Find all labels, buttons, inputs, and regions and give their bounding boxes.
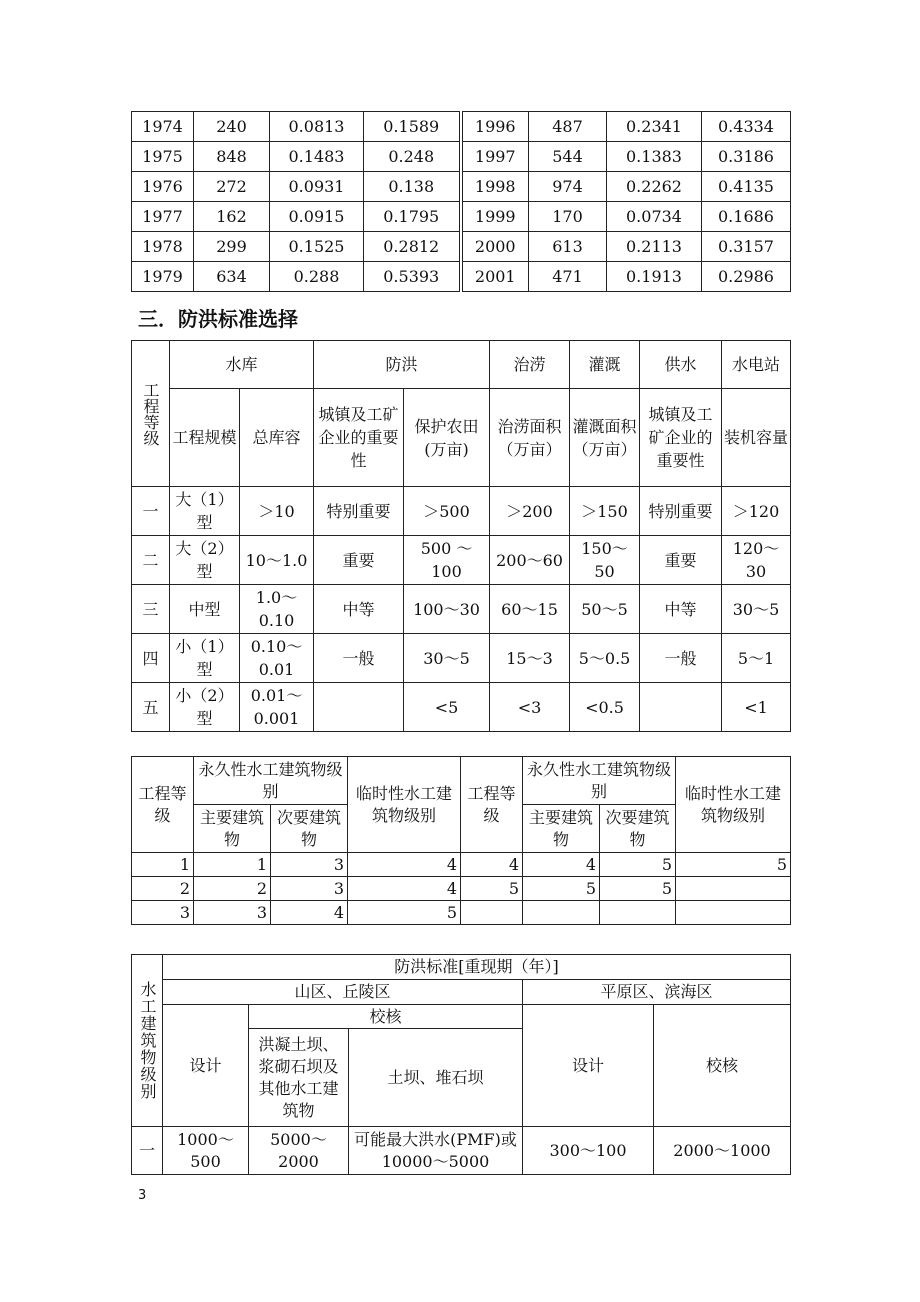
table-cell: 50～5 <box>570 585 640 634</box>
table-row <box>132 877 791 901</box>
table-cell: 四 <box>132 634 170 683</box>
table-cell: ＞120 <box>722 487 791 536</box>
table-cell: ＞150 <box>570 487 640 536</box>
table-cell: 0.3157 <box>702 232 791 262</box>
table-cell: 中型 <box>170 585 240 634</box>
table-cell: 613 <box>529 232 607 262</box>
table-cell: 0.4135 <box>702 172 791 202</box>
table-row <box>132 202 791 232</box>
group-irrigation: 灌溉 <box>570 341 640 389</box>
annual-data-table <box>131 111 791 292</box>
table-cell: <0.5 <box>570 683 640 732</box>
table-cell: 0.1913 <box>607 262 702 292</box>
table-cell: 重要 <box>314 536 404 585</box>
subheader-drainage-area: 治涝面积（万亩） <box>490 389 570 487</box>
table-cell: 3 <box>271 877 348 901</box>
table-cell: <3 <box>490 683 570 732</box>
row1-level: 一 <box>132 1127 163 1175</box>
table-cell: 4 <box>461 853 523 877</box>
table-cell: 0.0734 <box>607 202 702 232</box>
table-cell: 5～1 <box>722 634 791 683</box>
grade-header-left: 工程等级 <box>132 757 194 853</box>
table-cell: 重要 <box>640 536 722 585</box>
table-cell: 15～3 <box>490 634 570 683</box>
table-row <box>132 683 791 732</box>
table-cell: 5 <box>523 877 600 901</box>
table-cell: 2001 <box>461 262 529 292</box>
design-header: 设计 <box>163 1005 249 1127</box>
table-cell: 299 <box>194 232 270 262</box>
table-row <box>132 487 791 536</box>
table-cell: 1.0～0.10 <box>240 585 314 634</box>
temporary-header-left: 临时性水工建筑物级别 <box>348 757 461 853</box>
table-cell: 3 <box>132 901 194 925</box>
table-cell: 0.1483 <box>270 142 364 172</box>
table-cell: 1997 <box>461 142 529 172</box>
table-row <box>132 536 791 585</box>
table-cell: 5 <box>348 901 461 925</box>
table-cell: ＞500 <box>404 487 490 536</box>
table-cell: 5 <box>676 853 791 877</box>
table-cell: 848 <box>194 142 270 172</box>
table-cell: 0.2341 <box>607 112 702 142</box>
group-hydropower: 水电站 <box>722 341 791 389</box>
table-cell: 487 <box>529 112 607 142</box>
subheader-installed-capacity: 装机容量 <box>722 389 791 487</box>
table-cell <box>600 901 676 925</box>
level-header: 水工建筑物级别 <box>132 955 163 1127</box>
table-cell: 小（1）型 <box>170 634 240 683</box>
table-cell: 小（2）型 <box>170 683 240 732</box>
table-cell: 544 <box>529 142 607 172</box>
table-cell: 500 ～100 <box>404 536 490 585</box>
earth-dam-header: 土坝、堆石坝 <box>349 1029 523 1127</box>
table-cell: 170 <box>529 202 607 232</box>
table-cell: 162 <box>194 202 270 232</box>
table-cell: 1996 <box>461 112 529 142</box>
row1-design: 1000～500 <box>163 1127 249 1175</box>
table-cell: 5～0.5 <box>570 634 640 683</box>
table-cell: 0.1589 <box>364 112 461 142</box>
table-cell: 0.01～0.001 <box>240 683 314 732</box>
table-cell <box>314 683 404 732</box>
table-cell: 634 <box>194 262 270 292</box>
concrete-dam-header: 洪凝土坝、浆砌石坝及其他水工建筑物 <box>249 1029 349 1127</box>
table-cell: 1978 <box>132 232 194 262</box>
table-cell: 大（2）型 <box>170 536 240 585</box>
table-cell: 4 <box>348 877 461 901</box>
subheader-scale: 工程规模 <box>170 389 240 487</box>
table-cell: 0.5393 <box>364 262 461 292</box>
table-row <box>132 172 791 202</box>
section-heading: 三．防洪标准选择 <box>138 307 298 331</box>
table-cell: 1974 <box>132 112 194 142</box>
table-cell: 0.4334 <box>702 112 791 142</box>
table-cell: 0.288 <box>270 262 364 292</box>
table-cell: 1976 <box>132 172 194 202</box>
table-cell: 1 <box>194 853 271 877</box>
grade-header-right: 工程等级 <box>461 757 523 853</box>
temporary-header-right: 临时性水工建筑物级别 <box>676 757 791 853</box>
table-cell: 10～1.0 <box>240 536 314 585</box>
table-row <box>132 634 791 683</box>
table-cell: 中等 <box>640 585 722 634</box>
page-number: 3 <box>138 1188 147 1203</box>
table-cell: 0.138 <box>364 172 461 202</box>
table-cell: 2 <box>194 877 271 901</box>
table-cell: 0.10～0.01 <box>240 634 314 683</box>
table-cell: 0.1525 <box>270 232 364 262</box>
table-row <box>132 262 791 292</box>
table-cell: 5 <box>461 877 523 901</box>
table-cell <box>640 683 722 732</box>
group-drainage: 治涝 <box>490 341 570 389</box>
table-cell: 0.2986 <box>702 262 791 292</box>
table-cell: 30～5 <box>722 585 791 634</box>
table-cell: 4 <box>271 901 348 925</box>
table-cell: 特别重要 <box>314 487 404 536</box>
table-cell: 0.2812 <box>364 232 461 262</box>
table-cell: 特别重要 <box>640 487 722 536</box>
table-cell: 5 <box>600 877 676 901</box>
engineering-grade-table <box>131 340 791 732</box>
flood-standard-table <box>131 954 791 1175</box>
table-row <box>132 142 791 172</box>
group-water-supply: 供水 <box>640 341 722 389</box>
table-cell <box>676 877 791 901</box>
table-cell: 中等 <box>314 585 404 634</box>
subheader-supply-importance: 城镇及工矿企业的重要性 <box>640 389 722 487</box>
row1-plain-design: 300～100 <box>523 1127 654 1175</box>
secondary-building-header-left: 次要建筑物 <box>271 805 348 853</box>
table-cell: 471 <box>529 262 607 292</box>
table-cell: 0.0931 <box>270 172 364 202</box>
table-cell: 120～30 <box>722 536 791 585</box>
main-building-header-right: 主要建筑物 <box>523 805 600 853</box>
table-cell: 0.248 <box>364 142 461 172</box>
main-building-header-left: 主要建筑物 <box>194 805 271 853</box>
table-cell: 三 <box>132 585 170 634</box>
table-cell: 大（1）型 <box>170 487 240 536</box>
permanent-header-right: 永久性水工建筑物级别 <box>523 757 676 805</box>
table-cell: 2000 <box>461 232 529 262</box>
table-cell: ＞200 <box>490 487 570 536</box>
table-cell: <5 <box>404 683 490 732</box>
check-header: 校核 <box>249 1005 523 1029</box>
table-cell: 一 <box>132 487 170 536</box>
table-cell: 240 <box>194 112 270 142</box>
table-cell: 974 <box>529 172 607 202</box>
table-cell: 2 <box>132 877 194 901</box>
table-cell: 4 <box>348 853 461 877</box>
subheader-irrigation-area: 灌溉面积（万亩） <box>570 389 640 487</box>
table-cell: 30～5 <box>404 634 490 683</box>
subheader-town-importance: 城镇及工矿企业的重要性 <box>314 389 404 487</box>
table-cell: 1975 <box>132 142 194 172</box>
table-cell: 二 <box>132 536 170 585</box>
group-reservoir: 水库 <box>170 341 314 389</box>
table-cell: 一般 <box>640 634 722 683</box>
subheader-capacity: 总库容 <box>240 389 314 487</box>
table-row <box>132 901 791 925</box>
table-cell: 272 <box>194 172 270 202</box>
mountain-header: 山区、丘陵区 <box>163 980 523 1005</box>
table-cell: 3 <box>271 853 348 877</box>
table-cell: 4 <box>523 853 600 877</box>
row1-plain-check: 2000～1000 <box>654 1127 791 1175</box>
standard-header: 防洪标准[重现期（年）] <box>163 955 791 980</box>
table-cell: 60～15 <box>490 585 570 634</box>
table-cell: 1979 <box>132 262 194 292</box>
table-cell: <1 <box>722 683 791 732</box>
table-row <box>132 232 791 262</box>
grade-header: 工程等级 <box>132 341 170 487</box>
table-row <box>132 112 791 142</box>
table-cell: 0.0915 <box>270 202 364 232</box>
plain-check-header: 校核 <box>654 1005 791 1127</box>
plain-design-header: 设计 <box>523 1005 654 1127</box>
table-cell: 0.1686 <box>702 202 791 232</box>
group-flood-control: 防洪 <box>314 341 490 389</box>
table-cell: 0.1795 <box>364 202 461 232</box>
table-cell: 100～30 <box>404 585 490 634</box>
row1-earth-check: 可能最大洪水(PMF)或10000～5000 <box>349 1127 523 1175</box>
table-cell: 0.2262 <box>607 172 702 202</box>
secondary-building-header-right: 次要建筑物 <box>600 805 676 853</box>
table-cell: 5 <box>600 853 676 877</box>
permanent-header-left: 永久性水工建筑物级别 <box>194 757 348 805</box>
table-cell: 0.1383 <box>607 142 702 172</box>
table-cell <box>676 901 791 925</box>
table-cell: 0.3186 <box>702 142 791 172</box>
table-cell: 1999 <box>461 202 529 232</box>
row1-concrete-check: 5000～2000 <box>249 1127 349 1175</box>
table-cell: 1977 <box>132 202 194 232</box>
table-cell: 0.0813 <box>270 112 364 142</box>
table-row <box>132 585 791 634</box>
subheader-farmland: 保护农田(万亩) <box>404 389 490 487</box>
table-row <box>132 853 791 877</box>
table-cell: 0.2113 <box>607 232 702 262</box>
table-cell <box>461 901 523 925</box>
table-cell: 3 <box>194 901 271 925</box>
table-cell: 1 <box>132 853 194 877</box>
table-cell: 五 <box>132 683 170 732</box>
table-cell: 1998 <box>461 172 529 202</box>
plain-header: 平原区、滨海区 <box>523 980 791 1005</box>
table-cell: 一般 <box>314 634 404 683</box>
building-grade-table <box>131 756 791 925</box>
table-cell: 200～60 <box>490 536 570 585</box>
table-cell <box>523 901 600 925</box>
table-cell: 150～50 <box>570 536 640 585</box>
table-cell: ＞10 <box>240 487 314 536</box>
